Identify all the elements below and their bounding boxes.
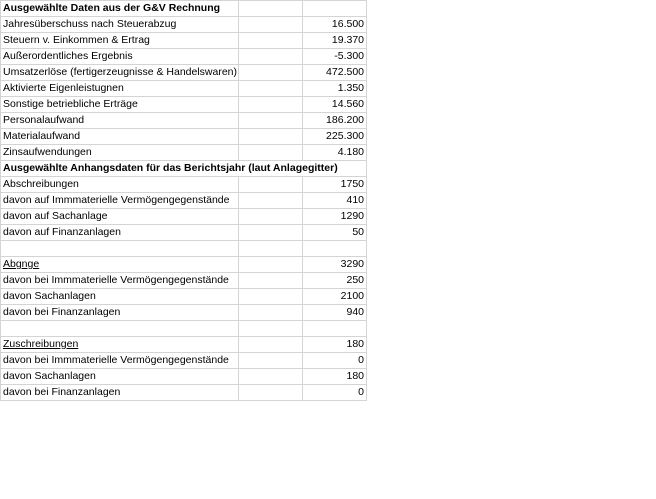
row-value-cell[interactable]: 225.300: [303, 129, 367, 145]
sheet-row: [1, 177, 367, 193]
row-label-cell[interactable]: davon Sachanlagen: [1, 289, 239, 305]
spreadsheet-body: [1, 1, 367, 401]
empty-cell[interactable]: [239, 113, 303, 129]
empty-cell[interactable]: [239, 385, 303, 401]
spreadsheet-table: [0, 0, 367, 401]
empty-cell[interactable]: [239, 209, 303, 225]
row-value-cell[interactable]: 1.350: [303, 81, 367, 97]
row-value-cell[interactable]: 1290: [303, 209, 367, 225]
row-value-cell[interactable]: 0: [303, 353, 367, 369]
sheet-row: [1, 321, 367, 337]
row-label-cell[interactable]: Steuern v. Einkommen & Ertrag: [1, 33, 239, 49]
row-value-cell[interactable]: 3290: [303, 257, 367, 273]
row-value-cell[interactable]: 940: [303, 305, 367, 321]
row-label-cell[interactable]: Ausgewählte Anhangsdaten für das Berichtsjahr (laut Anlagegitter): [1, 161, 367, 177]
row-label-cell[interactable]: Jahresüberschuss nach Steuerabzug: [1, 17, 239, 33]
row-label-cell[interactable]: Zinsaufwendungen: [1, 145, 239, 161]
row-value-cell[interactable]: 14.560: [303, 97, 367, 113]
empty-cell[interactable]: [239, 193, 303, 209]
row-label-cell[interactable]: Außerordentliches Ergebnis: [1, 49, 239, 65]
sheet-row: [1, 65, 367, 81]
row-value-cell[interactable]: 1750: [303, 177, 367, 193]
row-label-cell[interactable]: Aktivierte Eigenleistugnen: [1, 81, 239, 97]
row-label-cell[interactable]: davon bei Finanzanlagen: [1, 305, 239, 321]
row-label-cell[interactable]: Abgnge: [1, 257, 239, 273]
row-label-cell[interactable]: davon bei Immmaterielle Vermögengegenstände: [1, 273, 239, 289]
sheet-row: [1, 49, 367, 65]
row-label-cell[interactable]: davon auf Sachanlage: [1, 209, 239, 225]
empty-cell[interactable]: [239, 33, 303, 49]
sheet-row: [1, 1, 367, 17]
row-value-cell[interactable]: 4.180: [303, 145, 367, 161]
sheet-row: [1, 305, 367, 321]
row-value-cell[interactable]: [303, 1, 367, 17]
sheet-row: [1, 337, 367, 353]
empty-cell[interactable]: [239, 273, 303, 289]
empty-cell[interactable]: [239, 241, 303, 257]
empty-cell[interactable]: [239, 369, 303, 385]
row-label-cell[interactable]: Personalaufwand: [1, 113, 239, 129]
row-label-cell[interactable]: Abschreibungen: [1, 177, 239, 193]
row-value-cell[interactable]: 250: [303, 273, 367, 289]
row-value-cell[interactable]: 472.500: [303, 65, 367, 81]
row-label-cell[interactable]: davon bei Finanzanlagen: [1, 385, 239, 401]
sheet-row: [1, 289, 367, 305]
empty-cell[interactable]: [239, 289, 303, 305]
row-label-cell[interactable]: [1, 241, 239, 257]
row-value-cell[interactable]: 180: [303, 369, 367, 385]
sheet-row: [1, 225, 367, 241]
empty-cell[interactable]: [239, 97, 303, 113]
row-label-cell[interactable]: Umsatzerlöse (fertigerzeugnisse & Handelswaren): [1, 65, 239, 81]
row-label-cell[interactable]: Sonstige betriebliche Erträge: [1, 97, 239, 113]
row-value-cell[interactable]: [303, 321, 367, 337]
row-value-cell[interactable]: [303, 241, 367, 257]
empty-cell[interactable]: [239, 177, 303, 193]
empty-cell[interactable]: [239, 305, 303, 321]
row-value-cell[interactable]: 186.200: [303, 113, 367, 129]
row-value-cell[interactable]: 19.370: [303, 33, 367, 49]
sheet-row: [1, 33, 367, 49]
row-value-cell[interactable]: 16.500: [303, 17, 367, 33]
row-value-cell[interactable]: 410: [303, 193, 367, 209]
empty-cell[interactable]: [239, 17, 303, 33]
sheet-row: [1, 369, 367, 385]
row-value-cell[interactable]: 0: [303, 385, 367, 401]
sheet-row: [1, 97, 367, 113]
empty-cell[interactable]: [239, 353, 303, 369]
empty-cell[interactable]: [239, 337, 303, 353]
sheet-row: [1, 257, 367, 273]
empty-cell[interactable]: [239, 81, 303, 97]
sheet-row: [1, 81, 367, 97]
empty-cell[interactable]: [239, 1, 303, 17]
empty-cell[interactable]: [239, 225, 303, 241]
row-label-cell[interactable]: Materialaufwand: [1, 129, 239, 145]
row-label-cell[interactable]: davon Sachanlagen: [1, 369, 239, 385]
sheet-row: [1, 353, 367, 369]
row-value-cell[interactable]: 50: [303, 225, 367, 241]
row-label-cell[interactable]: davon bei Immmaterielle Vermögengegenstände: [1, 353, 239, 369]
empty-cell[interactable]: [239, 145, 303, 161]
sheet-row: [1, 145, 367, 161]
row-label-cell[interactable]: davon auf Immmaterielle Vermögengegenstände: [1, 193, 239, 209]
row-label-cell[interactable]: Zuschreibungen: [1, 337, 239, 353]
row-label-cell[interactable]: Ausgewählte Daten aus der G&V Rechnung: [1, 1, 239, 17]
row-value-cell[interactable]: 180: [303, 337, 367, 353]
sheet-row: [1, 385, 367, 401]
empty-cell[interactable]: [239, 65, 303, 81]
empty-cell[interactable]: [239, 257, 303, 273]
row-value-cell[interactable]: 2100: [303, 289, 367, 305]
sheet-row: [1, 17, 367, 33]
sheet-row: [1, 129, 367, 145]
empty-cell[interactable]: [239, 49, 303, 65]
sheet-row: [1, 193, 367, 209]
empty-cell[interactable]: [239, 321, 303, 337]
row-label-cell[interactable]: [1, 321, 239, 337]
sheet-row: [1, 113, 367, 129]
sheet-row: [1, 209, 367, 225]
empty-cell[interactable]: [239, 129, 303, 145]
row-label-cell[interactable]: davon auf Finanzanlagen: [1, 225, 239, 241]
row-value-cell[interactable]: -5.300: [303, 49, 367, 65]
sheet-row: [1, 241, 367, 257]
sheet-row: [1, 273, 367, 289]
sheet-row: [1, 161, 367, 177]
